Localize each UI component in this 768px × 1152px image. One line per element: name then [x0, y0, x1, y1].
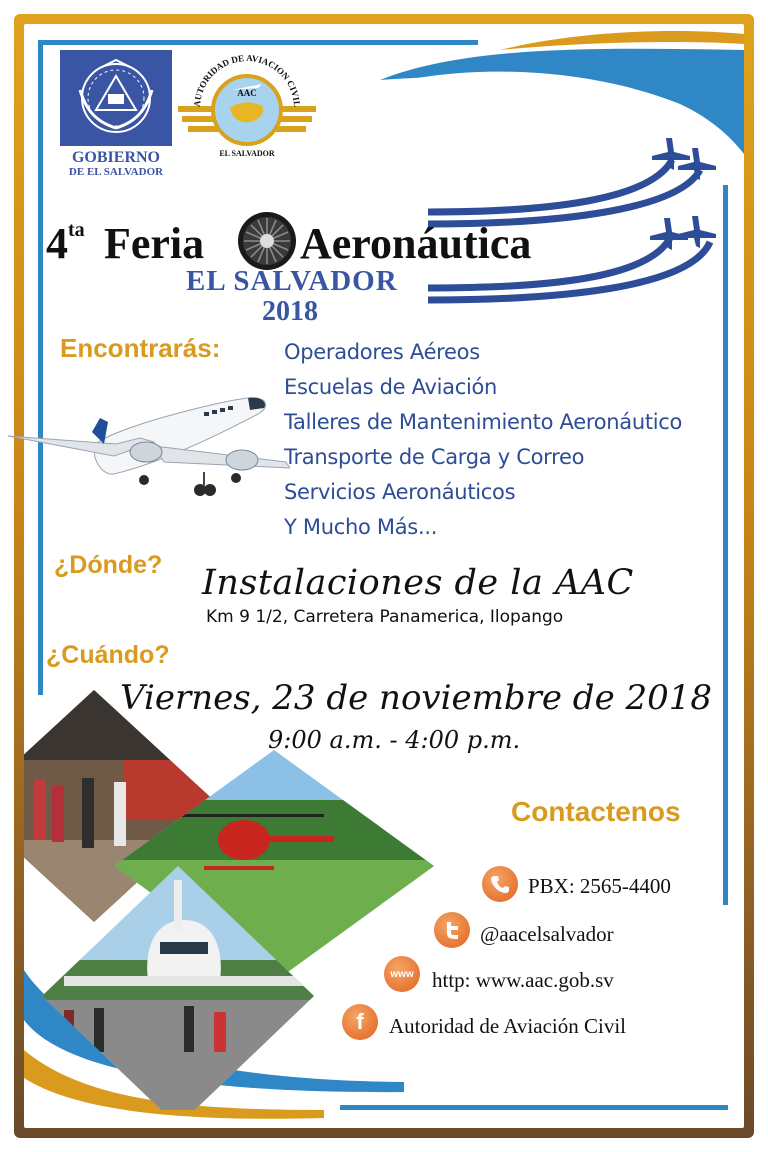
list-item: Transporte de Carga y Correo: [284, 445, 585, 469]
list-item: Talleres de Mantenimiento Aeronáutico: [284, 410, 683, 434]
contact-phone: PBX: 2565-4400: [528, 874, 671, 898]
twitter-icon: [434, 912, 470, 948]
title-edition: [46, 218, 85, 269]
contact-facebook: Autoridad de Aviación Civil: [389, 1014, 626, 1038]
list-item: Operadores Aéreos: [284, 340, 480, 364]
list-item: Y Mucho Más...: [284, 515, 438, 539]
title-suffix: ta: [68, 219, 85, 241]
national-seal-icon: [60, 50, 172, 146]
list-item: Escuelas de Aviación: [284, 375, 498, 399]
facebook-icon-label: f: [356, 1009, 364, 1034]
svg-text:EL SALVADOR: EL SALVADOR: [219, 149, 275, 158]
list-item: Servicios Aeronáuticos: [284, 480, 516, 504]
title-word-feria: Feria: [104, 219, 205, 268]
venue-address: Km 9 1/2, Carretera Panamerica, Ilopango: [206, 607, 564, 627]
cuando-label: ¿Cuándo?: [46, 641, 170, 669]
government-logo-line2: DE EL SALVADOR: [68, 165, 164, 178]
offerings-list: [284, 338, 682, 548]
government-logo-line1: GOBIERNO: [71, 149, 160, 166]
www-icon-label: www: [390, 968, 414, 980]
phone-icon: [482, 866, 518, 902]
event-photo-collage: [24, 690, 444, 1110]
blue-left-line: [38, 40, 43, 695]
contact-title: Contactenos: [511, 796, 681, 827]
aac-logo: [178, 50, 316, 162]
government-logo: [60, 50, 172, 186]
aac-logo-arc-text: AUTORIDAD DE AVIACION CIVIL: [191, 52, 303, 108]
airliner-image: [4, 392, 290, 504]
government-logo-text: [60, 150, 172, 178]
turbine-icon: [236, 210, 298, 272]
facebook-icon: [342, 1004, 378, 1040]
www-icon: [384, 956, 420, 992]
event-date: Viernes, 23 de noviembre de 2018: [120, 678, 713, 718]
title-word-aeronautica: Aeronáutica: [300, 219, 532, 268]
title-country: EL SALVADOR: [186, 265, 398, 297]
venue-name: Instalaciones de la AAC: [202, 563, 634, 603]
title-year: 2018: [262, 296, 318, 327]
event-time: 9:00 a.m. - 4:00 p.m.: [268, 726, 521, 754]
encontraras-label: Encontrarás:: [60, 333, 221, 363]
donde-label: ¿Dónde?: [54, 551, 163, 579]
svg-text:AAC: AAC: [237, 88, 257, 98]
contact-twitter: @aacelsalvador: [480, 922, 614, 946]
contact-website: http: www.aac.gob.sv: [432, 968, 614, 992]
title-number: 4: [46, 219, 68, 268]
blue-right-line: [723, 185, 728, 905]
